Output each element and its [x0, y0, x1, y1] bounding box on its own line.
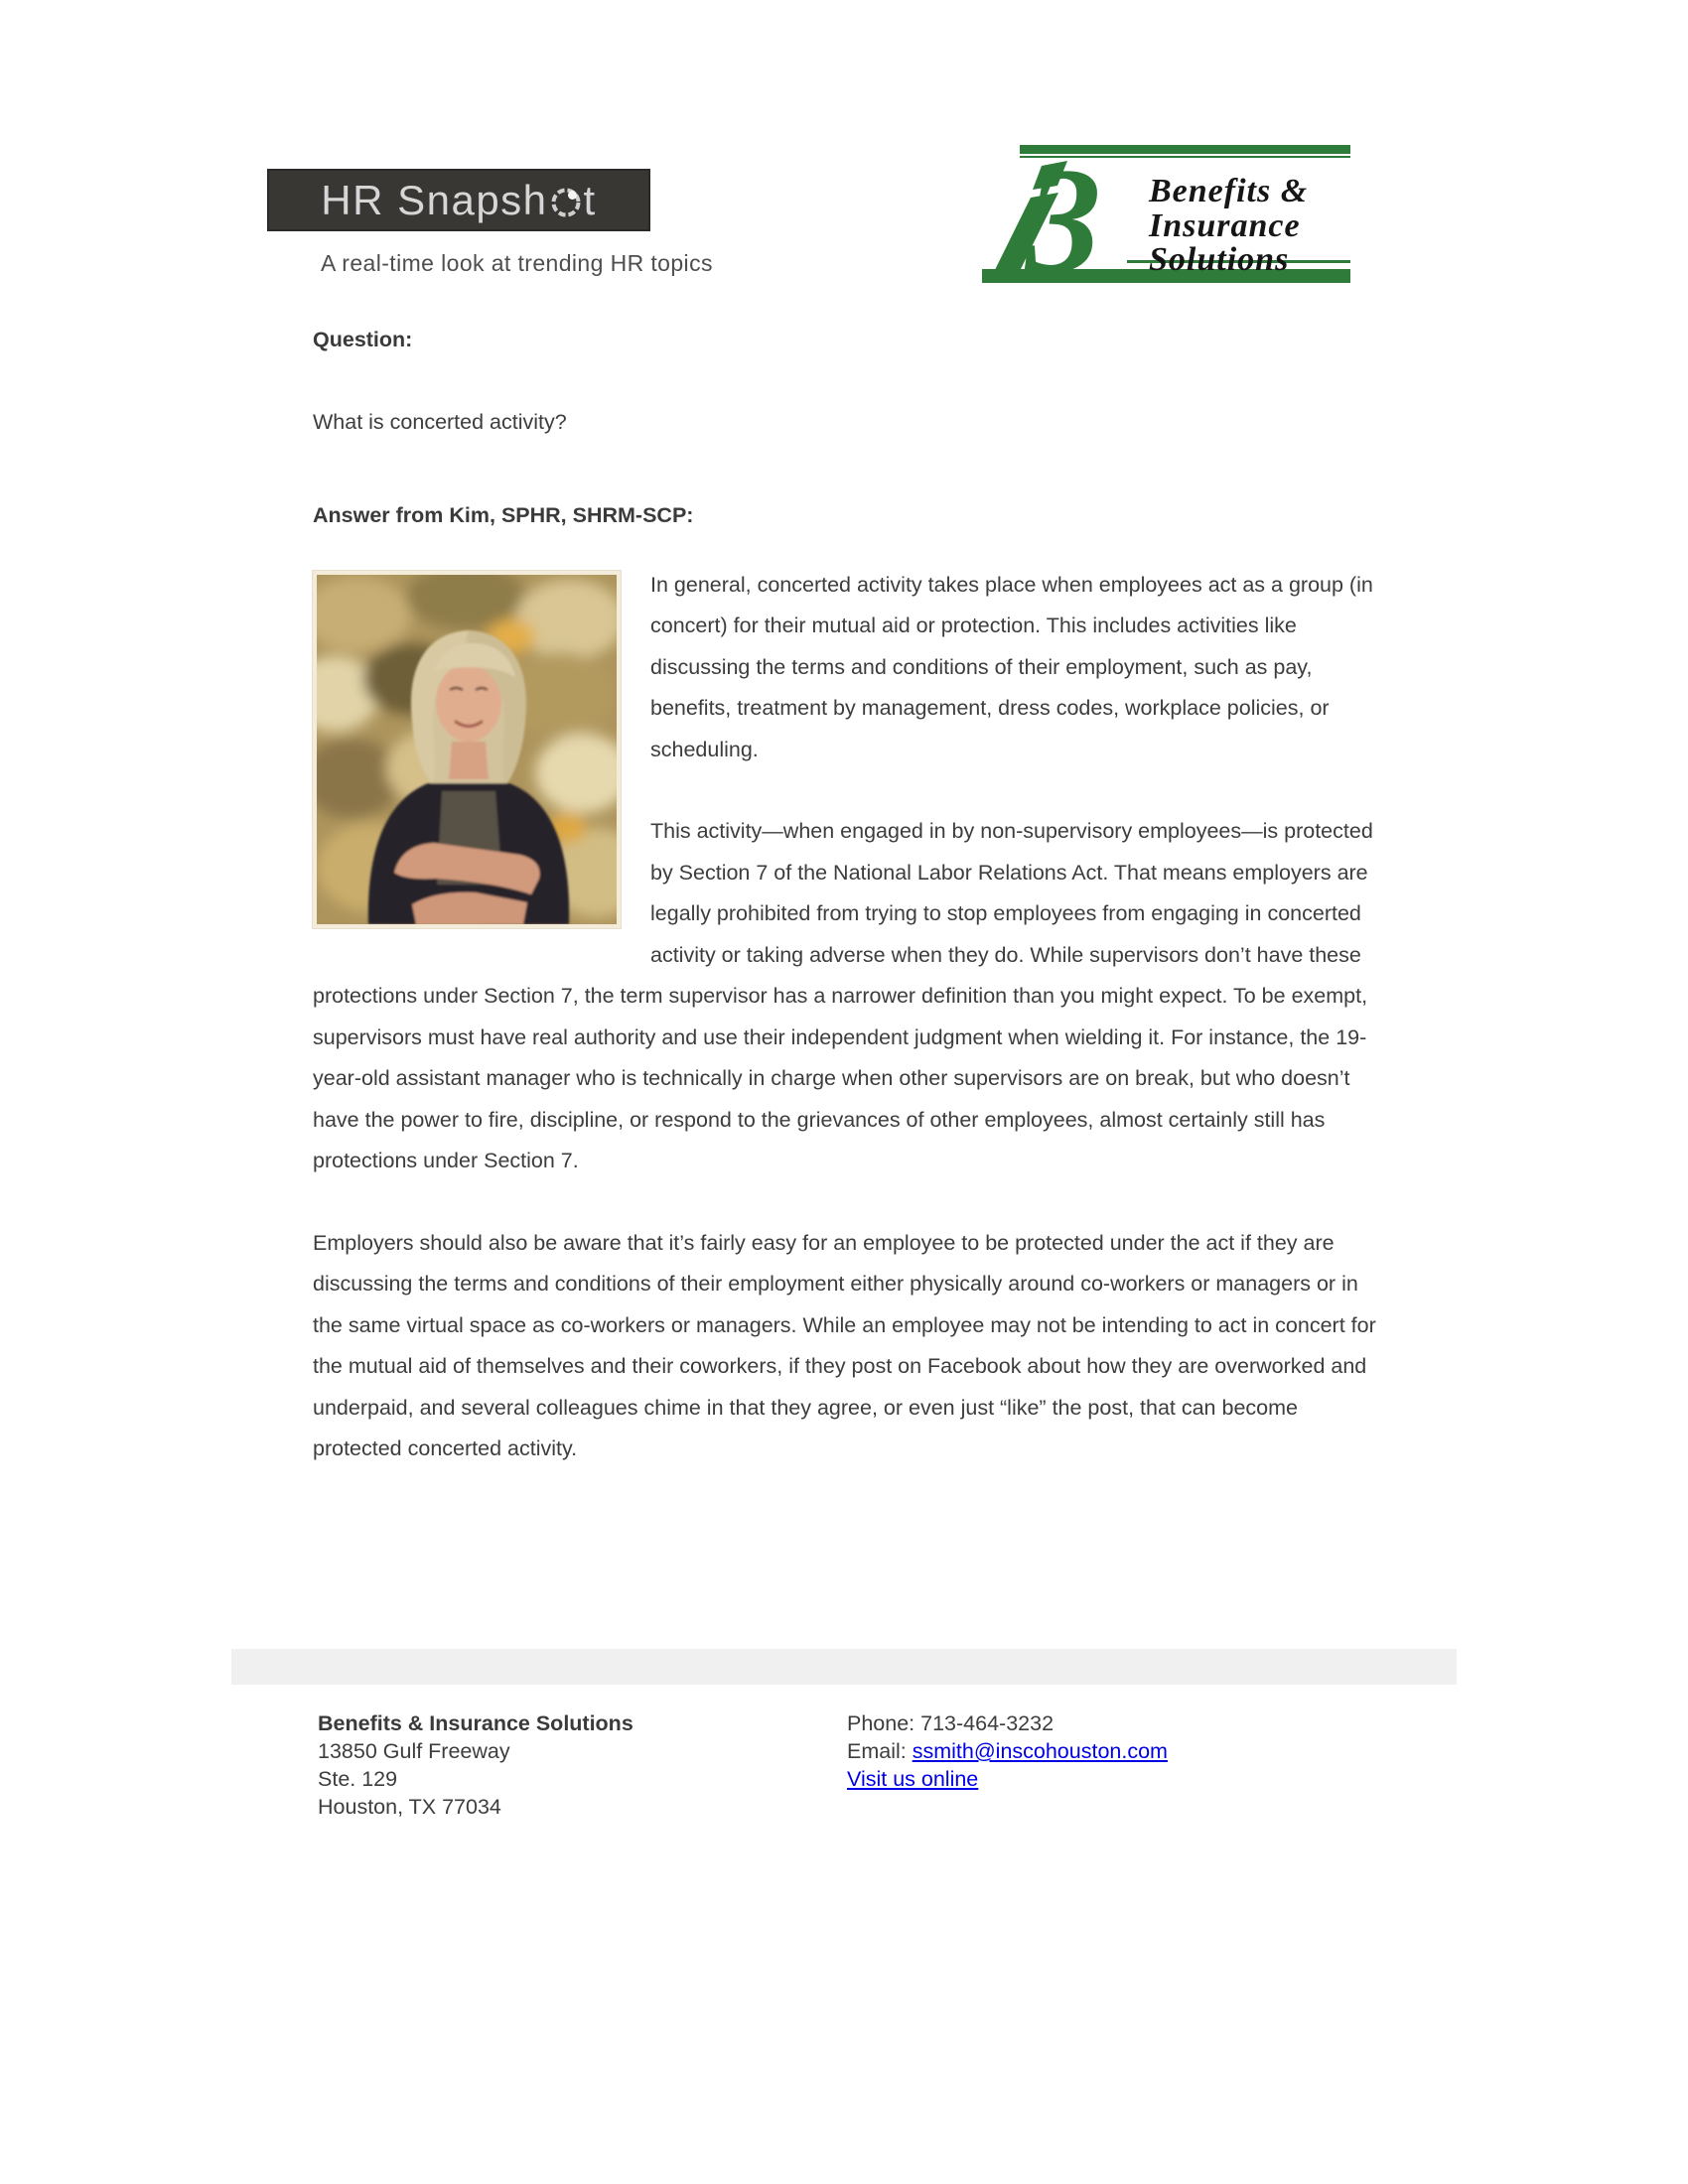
footer-address-block [318, 1709, 633, 1821]
footer-address-line: Houston, TX 77034 [318, 1795, 501, 1819]
footer-contact-block [847, 1709, 1168, 1793]
advisor-photo-graphic [317, 575, 617, 924]
tagline: A real-time look at trending HR topics [321, 250, 713, 276]
question-label: Question: [313, 328, 413, 351]
benefits-insurance-logo [978, 142, 1350, 288]
answer-block [313, 565, 1385, 1470]
phone-number: 713-464-3232 [920, 1711, 1055, 1735]
footer-phone-line [847, 1709, 1168, 1737]
footer-company-name: Benefits & Insurance Solutions [318, 1711, 633, 1735]
footer-visit-line [847, 1765, 1168, 1793]
email-link[interactable]: ssmith@inscohouston.com [912, 1739, 1168, 1763]
logo-word-solutions: Solutions [1149, 241, 1290, 278]
phone-label: Phone: [847, 1711, 915, 1735]
answer-paragraph: This activity—when engaged in by non-supervisory employees—is protected by Section 7 of the National Labor Relations Act. That means employers are legally prohibited from trying to stop employees from engaging in concerted activity or taking adverse when they do. While supervisors don’t have these protections under Section 7, the term supervisor has a narrower definition than you might expect. To be exempt, supervisors must have real authority and use their independent judgment when wielding it. For instance, the 19-year-old assistant manager who is technically in charge when other supervisors are on break, but who doesn’t have the power to fire, discipline, or respond to the grievances of other employees, almost certainly still has protections under Section 7. [313, 819, 1373, 1172]
visit-us-online-link[interactable]: Visit us online [847, 1767, 979, 1791]
answer-paragraph: Employers should also be aware that it’s fairly easy for an employee to be protected under the act if they are discussing the terms and conditions of their employment either physically around co-workers or managers or in the same virtual space as co-workers or managers. While an employee may not be intending to act in concert for the mutual aid of themselves and their coworkers, if they post on Facebook about how they are overworked and underpaid, and several colleagues chime in that they agree, or even just “like” the post, that can become protected concerted activity. [313, 1230, 1376, 1460]
footer-address-line: Ste. 129 [318, 1767, 398, 1791]
benefits-insurance-logo-graphic [978, 142, 1350, 288]
hr-snapshot-logo [267, 169, 650, 231]
hr-logo-text-pre: HR Snapsh [321, 176, 548, 223]
footer-address-line: 13850 Gulf Freeway [318, 1739, 510, 1763]
answer-label: Answer from Kim, SPHR, SHRM-SCP: [313, 503, 694, 527]
logo-word-insurance: Insurance [1149, 207, 1301, 244]
advisor-photo [313, 571, 621, 928]
camera-aperture-icon [549, 177, 583, 224]
footer-divider-bar [231, 1649, 1457, 1685]
answer-paragraph: In general, concerted activity takes place when employees act as a group (in concert) for their mutual aid or protection. This includes activities like discussing the terms and conditions of their employment, such as pay, benefits, treatment by management, dress codes, workplace policies, or scheduling. [650, 572, 1373, 761]
question-text: What is concerted activity? [313, 409, 567, 434]
article-body [313, 320, 1385, 1470]
hr-logo-text-post: t [583, 176, 597, 223]
footer-email-line [847, 1737, 1168, 1765]
logo-monogram [990, 142, 1101, 288]
email-label: Email: [847, 1739, 907, 1763]
logo-word-benefits: Benefits & [1149, 173, 1309, 209]
logo-monogram-digit: 3 [1026, 142, 1101, 288]
